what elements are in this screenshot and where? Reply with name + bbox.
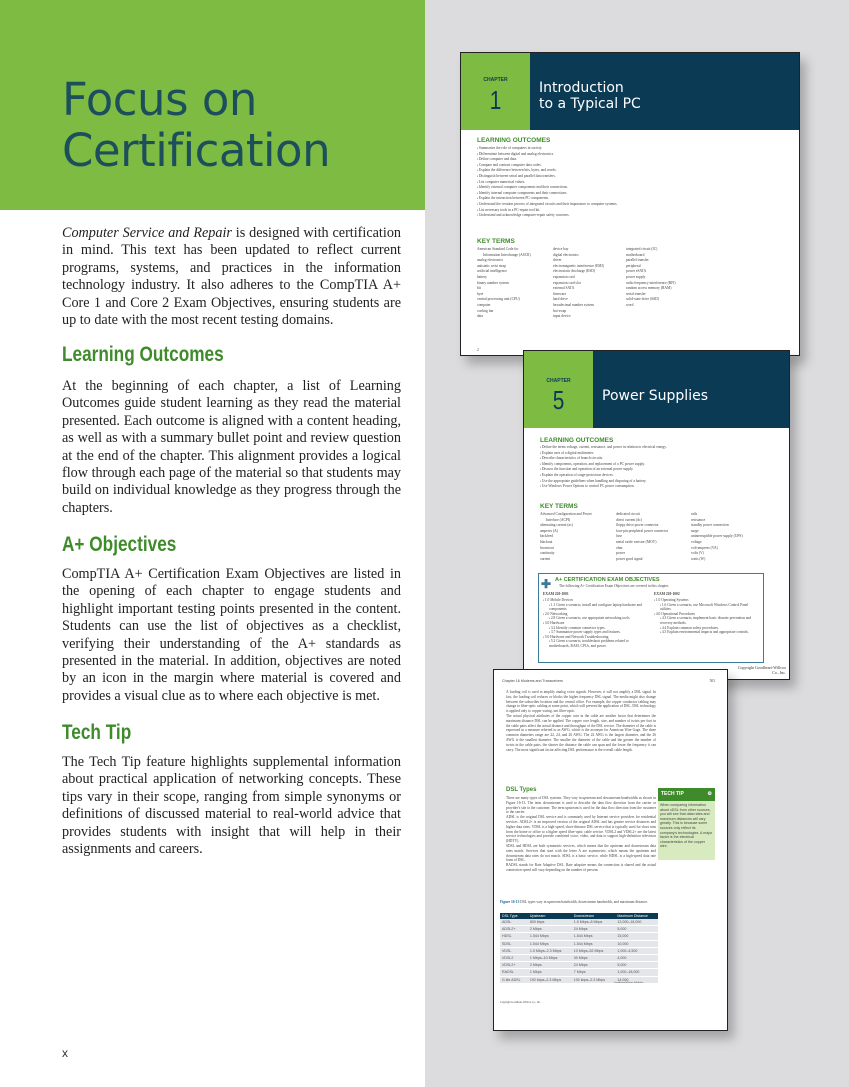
list-item: voltage: [691, 539, 702, 544]
list-item: ▪ Explain uses of a digital multimeter.: [540, 451, 740, 457]
tech-tip-heading: TECH TIP: [661, 791, 684, 797]
tech-tip-text: When comparing information about xDSL from other sources, you will see that data rates and maximum distances will vary greatly. This is because some sources only reflect its company's technologies. A major factor is the electrical characteristics of the copper wire.: [660, 803, 713, 849]
list-item: ▪ Compare and contrast computer data codes.: [477, 163, 627, 169]
outcomes-list: [540, 445, 740, 490]
table-cell: 1.5 Mbps–2.3 Mbps: [528, 947, 572, 954]
table-cell: 30 Mbps: [572, 954, 616, 961]
list-item: uninterruptible power supply (UPS): [691, 534, 743, 539]
exam-2-list: [654, 598, 759, 635]
list-item: ▪ Explain the difference between bits, bytes, and words.: [477, 168, 627, 174]
list-item: power: [616, 551, 625, 556]
table-cell: 2 Mbps: [528, 962, 572, 969]
table-row: [500, 933, 658, 940]
tech-tip-paragraph: The Tech Tip feature highlights supplemental information about practical application of networking concepts. These tips vary in their scope, ranging from simple synonyms or definitions of discussed material to real-world advice that provides students with insight that will help in their assignments and careers.: [62, 754, 401, 858]
list-item: battery: [477, 274, 487, 279]
list-item: byte: [477, 291, 484, 296]
table-cell: 192 kbps–2.3 Mbps: [528, 976, 572, 983]
table-row: [500, 969, 658, 976]
list-item: volt-amperes (VA): [691, 545, 718, 550]
table-cell: 192 kbps–2.3 Mbps: [572, 976, 616, 983]
title-line-2: Certification: [62, 124, 331, 177]
list-item: antistatic wrist strap: [477, 263, 506, 268]
sample-page-chapter-16: [493, 669, 728, 1031]
table-cell: 15,000: [615, 933, 658, 940]
copyright: Copyright Goodheart-Willcox Co., Inc.: [737, 665, 786, 675]
table-row: [500, 919, 658, 926]
paragraph: A loading coil is used to amplify analog voice signals. However, it will not amplify a DSL signal. In fact, the loading coil reduces or blocks the higher frequency DSL signal. The media might also change between the subscriber location and the central office. For example, the copper conductor cabling may change to fiber-optic cabling at some point, which will prevent the application of DSL. DSL technology is applied only to copper wiring, not fiber-optic.: [506, 690, 656, 714]
list-item: ▪ List necessary tools in a PC-repair tool kit.: [477, 208, 627, 214]
list-item: ▪ 2.8 Given a scenario, use appropriate networking tools.: [543, 616, 648, 621]
table-cell: 24 Mbps: [572, 962, 616, 969]
list-item: input device: [553, 314, 571, 319]
list-item: ▪ 4.0 Operational Procedures: [654, 612, 759, 617]
list-item: data: [477, 314, 483, 319]
list-item: ▪ Discuss the function and operation of an external power supply.: [540, 467, 740, 473]
chapter-label: CHAPTER: [483, 77, 508, 83]
running-head: Chapter 16 Modems and Transceivers: [502, 679, 563, 683]
key-terms-heading: KEY TERMS: [477, 238, 515, 245]
list-item: device bay: [553, 247, 569, 251]
sample-page-chapter-1: [460, 52, 800, 356]
list-item: random access memory (RAM): [626, 286, 672, 291]
list-item: word: [626, 302, 634, 307]
figure-label: Figure 16-13: [500, 900, 520, 904]
section-heading: DSL Types: [506, 787, 537, 793]
table-cell: 14,000: [615, 976, 658, 983]
list-item: ▪ Summarize the role of computers in society.: [477, 146, 627, 152]
list-item: ▪ 4.3 Given a scenario, implement basic disaster prevention and recovery methods.: [654, 616, 759, 625]
paragraph: RADSL stands for Rate Adaptive DSL. Rate adaptive means the connection is shared and the actual connection speed will vary depending on the number of persons: [506, 863, 656, 872]
list-item: integrated circuit (IC): [626, 247, 658, 251]
list-item: analog electronics: [477, 258, 504, 263]
objectives-intro: The following A+ Certification Exam Objectives are covered in this chapter.: [559, 584, 669, 588]
table-cell: 1,000–18,000: [615, 969, 658, 976]
column-header: Downstream: [572, 913, 616, 919]
intro-text: is designed with certification in mind. This text has been updated to reflect current programs, systems, and practices in the information technology industry. It also adheres to the CompTIA A+ Core 1 and Core 2 Exam Objectives, ensuring students are up to date with the most recent testing domains.: [62, 225, 402, 329]
list-item: driver: [553, 258, 562, 263]
tech-tip-box: [658, 788, 715, 860]
table-cell: 24 Mbps: [572, 926, 616, 933]
table-row: [500, 954, 658, 961]
table-cell: 10,000: [615, 940, 658, 947]
chapter-number-block: [524, 351, 593, 428]
list-item: cooling fan: [477, 308, 494, 313]
folio: 503: [709, 679, 715, 683]
dsl-types-table: [500, 913, 658, 984]
column-header: Upstream: [528, 913, 572, 919]
list-item: current: [540, 556, 551, 561]
list-item: ▪ Identify internal computer components and their connections.: [477, 191, 627, 197]
list-item: expansion card: [553, 274, 575, 279]
table-cell: ADSL2+: [500, 926, 528, 933]
folio: 2: [477, 348, 479, 352]
list-item: electrostatic discharge (ESD): [553, 269, 596, 274]
plus-icon: ✚: [541, 577, 552, 591]
exam-1-label: EXAM 220-1001: [543, 592, 569, 596]
list-item: digital electronics: [553, 252, 579, 257]
table-cell: 5,000: [615, 962, 658, 969]
list-item: brownout: [540, 545, 554, 550]
list-item: ▪ 5.0 Hardware and Network Troubleshooting: [543, 635, 648, 640]
list-item: power eSATA: [626, 269, 647, 274]
chapter-label: CHAPTER: [546, 378, 571, 384]
heading-a-plus-objectives: A+ Objectives: [62, 533, 177, 556]
list-item: ▪ Define computer and data.: [477, 157, 627, 163]
list-item: electromagnetic interference (EMI): [553, 263, 604, 268]
list-item: ▪ Understand the creation process of integrated circuits and their importance to computer systems.: [477, 202, 627, 208]
list-item: bit: [477, 286, 481, 291]
list-item: ▪ 1.0 Mobile Devices: [543, 598, 648, 603]
list-item: standby power connection: [691, 523, 729, 528]
table-cell: RADSL: [500, 969, 528, 976]
table-cell: 4,000: [615, 954, 658, 961]
table-cell: 1.544 Mbps: [572, 940, 616, 947]
list-item: ohm: [616, 545, 623, 550]
page-title: [62, 74, 330, 176]
table-row: [500, 962, 658, 969]
list-item: computer: [477, 302, 491, 307]
list-item: ▪ Explain the operation of surge-protection devices.: [540, 473, 740, 479]
column-header: DSL Type: [500, 913, 528, 919]
list-item: central processing unit (CPU): [477, 297, 520, 302]
list-item: ▪ 2.0 Networking: [543, 612, 648, 617]
key-terms-column: [553, 247, 628, 320]
table-cell: 10 Mbps–52 Mbps: [572, 947, 616, 954]
table-cell: VDSL2: [500, 954, 528, 961]
list-item: hexadecimal number system: [553, 302, 594, 307]
table-row: [500, 940, 658, 947]
list-item: expansion card slot: [553, 280, 581, 285]
paragraph: ADSL is the original DSL service and is commonly used by Internet service providers for residential services. ADSL2+ is an improved version of the original ADSL and has greater service distances and higher data rates. VDSL is a high-speed, short-distance DSL service that is typically used for short runs from the home or office to a higher speed fiber-optic cable service. VDSL2 and VDSL2+ are the latest service technologies and provide combined voice, video, and data to support high-definition television (HDTV).: [506, 815, 656, 844]
list-item: ▪ 3.7 Summarize power supply types and features.: [543, 630, 648, 635]
column-header: Maximum Distance: [615, 913, 658, 919]
list-item: power good signal: [616, 556, 643, 561]
page-number: x: [62, 1046, 68, 1060]
list-item: ▪ Identify components, operation, and replacement of a PC power supply.: [540, 462, 740, 468]
list-item: floppy drive power connector: [616, 523, 659, 528]
objectives-heading: A+ CERTIFICATION EXAM OBJECTIVES: [555, 577, 660, 583]
figure-caption: [500, 900, 660, 906]
book-title: Computer Service and Repair: [62, 225, 232, 241]
chapter-title-line-2: to a Typical PC: [539, 96, 641, 112]
list-item: four-pin peripheral power connector: [616, 528, 669, 533]
table-cell: 800 kbps: [528, 919, 572, 926]
list-item: ▪ Describe characteristics of branch circuits.: [540, 456, 740, 462]
learning-outcomes-paragraph: At the beginning of each chapter, a list of Learning Outcomes guide student learning as they read the material presented. Each outcome is aligned with a content heading, as well as with a summary bullet point and review question at the end of the chapter. This alignment provides a logical flow through each page of the material so that students may build on individual knowledge as they progress through the chapters.: [62, 378, 401, 516]
key-terms-column: [691, 512, 771, 562]
list-item: surge: [691, 528, 699, 533]
list-item: ▪ 1.0 Operating Systems: [654, 598, 759, 603]
tech-tip-header: [658, 788, 715, 801]
exam-objectives-box: [538, 573, 764, 663]
list-item: ▪ 3.0 Hardware: [543, 621, 648, 626]
list-item: ▪ Distinguish between serial and parallel data transfers.: [477, 174, 627, 180]
chapter-number-block: [461, 53, 530, 130]
list-item: hot-swap: [553, 308, 567, 313]
list-item: power supply: [626, 274, 646, 279]
table-cell: 1,000–4,500: [615, 947, 658, 954]
list-item: Interface (ACPI): [546, 517, 571, 522]
list-item: fuse: [616, 534, 622, 539]
key-terms-column: [477, 247, 552, 320]
list-item: ▪ Identify external computer components and their connections.: [477, 185, 627, 191]
list-item: volts (V): [691, 551, 704, 556]
table-cell: HDSL: [500, 933, 528, 940]
table-cell: 12,000–18,000: [615, 919, 658, 926]
table-cell: 1 Mbps: [528, 969, 572, 976]
list-item: ▪ Use Windows Power Options to control PC power consumption.: [540, 484, 740, 490]
outcomes-list: [477, 146, 627, 219]
list-item: parallel transfer: [626, 258, 649, 263]
table-cell: VDSL: [500, 947, 528, 954]
intro-paragraph: [62, 225, 401, 329]
list-item: serial transfer: [626, 291, 646, 296]
list-item: motherboard: [626, 252, 645, 257]
paragraph: There are many types of DSL systems. They vary in upstream and downstream bandwidths as shown in Figure 16-13. The term downstream is used to describe the data flow direction from the carrier or provider's site to the customer. The term upstream is used for the data flow direction from the customer to the carrier.: [506, 796, 656, 815]
table-cell: 1.544 Mbps: [528, 940, 572, 947]
key-terms-heading: KEY TERMS: [540, 503, 578, 510]
paragraph: The actual physical attributes of the copper core in the cable are another factor that determines the maximum distance DSL can be applied. The copper core length, size, and number of twists per foot in the cable pairs affect the actual distance and throughput of the DSL service. The diameter of the cable is expressed in a measure referred to as AWG, which is the acronym for American Wire Gage. The three common diameters range are 22, 24, and 26 AWG. The 22 AWG is the largest diameter, and the 26 AWG is the smallest diameter. The smaller the diameter of the cable and the greater the number of twists in the cable pairs, the shorter the distance the cable can span and the lower the frequency it can carry. The most significant factor affecting DSL performance is the overall cable length.: [506, 713, 656, 752]
table-cell: ADSL: [500, 919, 528, 926]
table-cell: 2 Mbps: [528, 926, 572, 933]
learning-outcomes-heading: LEARNING OUTCOMES: [477, 137, 551, 144]
list-item: ▪ 1.6 Given a scenario, use Microsoft Windows Control Panel utilities.: [654, 603, 759, 612]
a-plus-objectives-paragraph: CompTIA A+ Certification Exam Objectives are listed in the opening of each chapter to engage students and highlight important testing points presented in the content. Students can use the list of objectives as a checklist, verifying their understanding of the A+ standards as presented in the material. In addition, objectives are noted by an icon in the margin where material is covered and provides a visual clue as to where each objective is met.: [62, 566, 401, 704]
heading-tech-tip: Tech Tip: [62, 721, 132, 744]
header-banner: [0, 0, 425, 210]
table-cell: VDSL2+: [500, 962, 528, 969]
list-item: alternating current (ac): [540, 523, 573, 528]
key-terms-column: [626, 247, 706, 309]
list-item: ▪ 4.4 Explain common safety procedures.: [654, 626, 759, 631]
list-item: backfeed: [540, 534, 553, 539]
caption-text: DSL types vary in upstream bandwidth, downstream bandwidth, and maximum distance.: [519, 900, 649, 904]
list-item: radio frequency interference (RFI): [626, 280, 676, 285]
chapter-number: 1: [489, 85, 502, 115]
list-item: American Standard Code for: [477, 247, 519, 251]
list-item: ▪ Understand and acknowledge computer-repair safety concerns.: [477, 213, 627, 219]
list-item: Advanced Configuration and Power: [540, 512, 592, 516]
heading-learning-outcomes: Learning Outcomes: [62, 343, 224, 366]
list-item: ▪ 3.2 Identify common connector types.: [543, 626, 648, 631]
list-item: external SATA: [553, 286, 575, 291]
table-cell: 1.544 Mbps: [528, 933, 572, 940]
list-item: continuity: [540, 551, 555, 556]
list-item: hard drive: [553, 297, 568, 302]
table-cell: 5,000: [615, 926, 658, 933]
list-item: ▪ List computer numerical values.: [477, 180, 627, 186]
list-item: artificial intelligence: [477, 269, 507, 274]
chapter-title: Power Supplies: [602, 388, 708, 404]
body-text: [506, 690, 656, 752]
list-item: peripheral: [626, 263, 641, 268]
title-line-1: Focus on: [62, 73, 257, 126]
chapter-title-line-1: Introduction: [539, 80, 624, 96]
table-cell: SDSL: [500, 940, 528, 947]
paragraph: SDSL and HDSL are both symmetric services, which means that the upstream and downstream data rates match. Services that start with the letter A are asymmetric, which means the upstream and downstream data rates do not match. SDSL is a basic service, while HDSL is a high-speed data rate form of DSL.: [506, 843, 656, 863]
copyright: Copyright Goodheart-Willcox Co., Inc.: [500, 1001, 541, 1004]
table-body: [500, 919, 658, 983]
table-row: [500, 926, 658, 933]
table-cell: 1 Mbps–10 Mbps: [528, 954, 572, 961]
table-cell: G.lite ADSL: [500, 976, 528, 983]
list-item: binary number system: [477, 280, 509, 285]
list-item: ▪ Use the appropriate guidelines when handling and disposing of a battery.: [540, 479, 740, 485]
list-item: ▪ 4.5 Explain environmental impacts and appropriate controls.: [654, 630, 759, 635]
key-terms-column: [540, 512, 615, 562]
list-item: ▪ 1.1 Given a scenario, install and configure laptop hardware and components.: [543, 603, 648, 612]
list-item: firmware: [553, 291, 567, 296]
list-item: rails: [691, 512, 698, 516]
list-item: dedicated circuit: [616, 512, 640, 516]
list-item: solid-state drive (SSD): [626, 297, 659, 302]
list-item: ▪ Define the terms voltage, current, resistance, and power in relation to electrical energy.: [540, 445, 740, 451]
table-credit: Goodheart-Willcox Publisher: [614, 981, 644, 984]
exam-2-label: EXAM 220-1002: [654, 592, 680, 596]
list-item: amperes (A): [540, 528, 558, 533]
list-item: blackout: [540, 539, 553, 544]
list-item: Information Interchange (ASCII): [483, 252, 531, 257]
list-item: watts (W): [691, 556, 706, 561]
table-cell: 1.5 Mbps–8 Mbps: [572, 919, 616, 926]
gears-icon: ⚙: [707, 791, 712, 797]
sample-page-chapter-5: [523, 350, 790, 680]
list-item: direct current (dc): [616, 517, 642, 522]
list-item: resistance: [691, 517, 706, 522]
table-row: [500, 947, 658, 954]
body-text: [506, 796, 656, 873]
list-item: ▪ Differentiate between digital and analog electronics.: [477, 152, 627, 158]
table-cell: 7 Mbps: [572, 969, 616, 976]
exam-1-list: [543, 598, 648, 649]
table-cell: 1.544 Mbps: [572, 933, 616, 940]
chapter-title: [539, 80, 641, 112]
list-item: metal oxide varistor (MOV): [616, 539, 657, 544]
list-item: ▪ 5.2 Given a scenario, troubleshoot problems related to motherboards, RAM, CPUs, and power.: [543, 639, 648, 648]
learning-outcomes-heading: LEARNING OUTCOMES: [540, 437, 614, 444]
key-terms-column: [616, 512, 691, 562]
list-item: ▪ Explain the interaction between PC components.: [477, 196, 627, 202]
chapter-number: 5: [552, 385, 565, 415]
